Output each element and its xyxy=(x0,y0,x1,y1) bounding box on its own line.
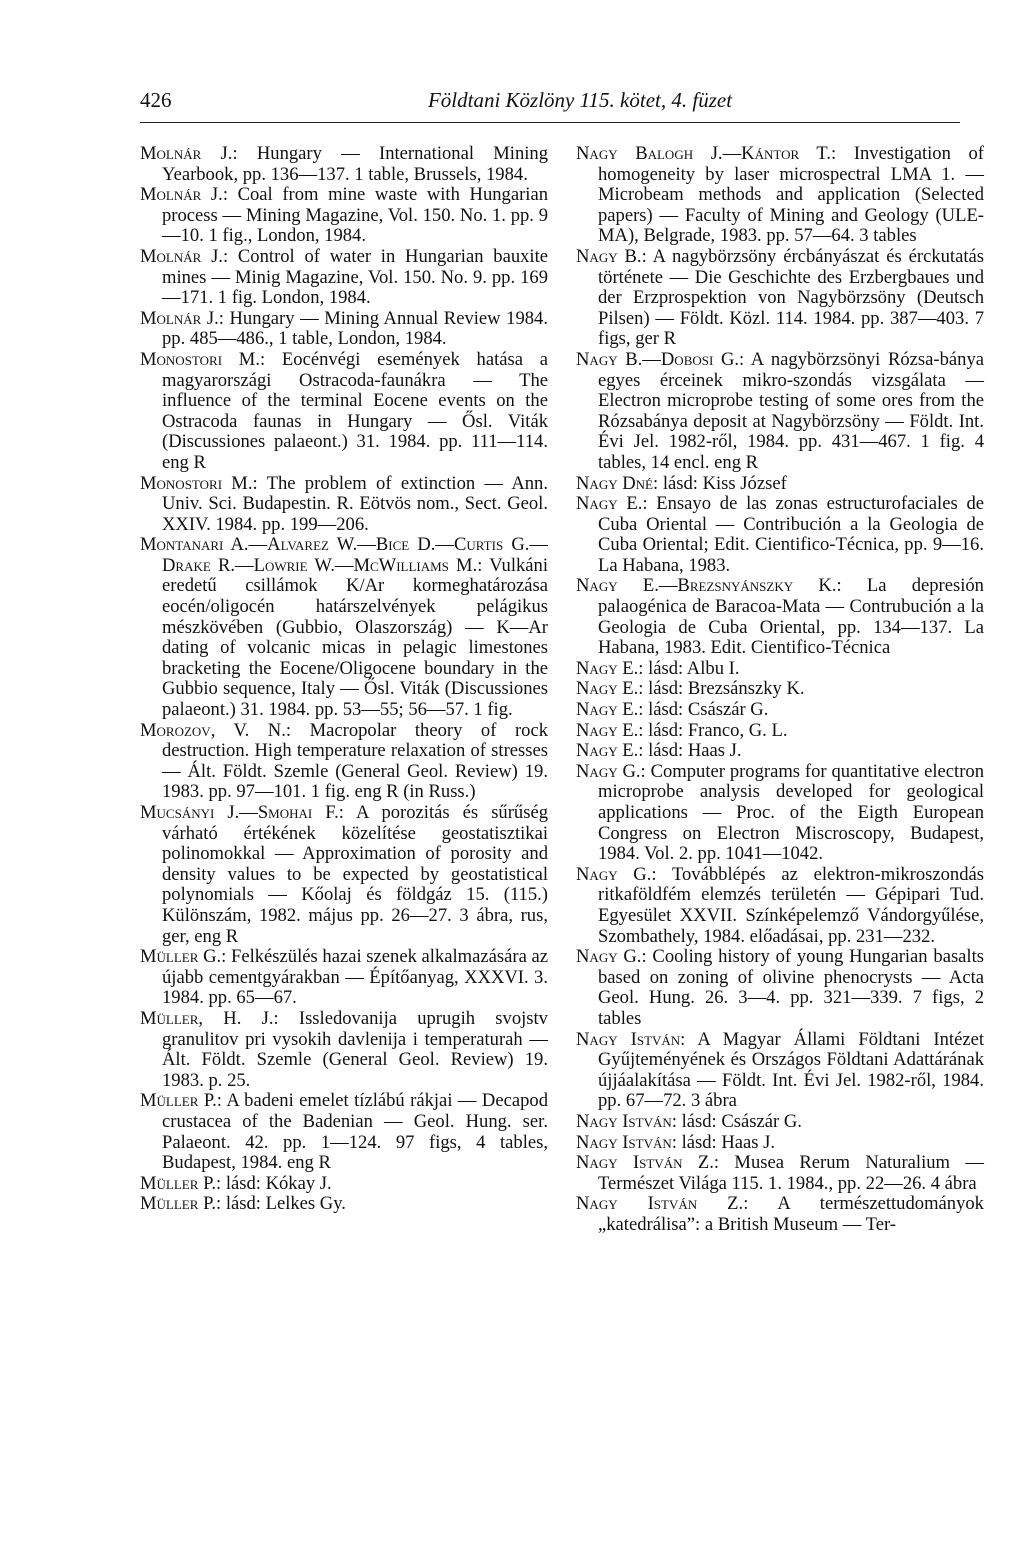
entry-text: : lásd: Franco, G. L. xyxy=(638,719,788,741)
bibliography-entry xyxy=(576,144,984,247)
entry-author: Nagy István xyxy=(576,1028,681,1050)
entry-author: Nagy E. xyxy=(576,493,643,515)
entry-author: Nagy G. xyxy=(576,863,652,885)
entry-text: : lásd: Haas J. xyxy=(638,740,742,762)
entry-text: : lásd: Császár G. xyxy=(638,699,769,721)
bibliography-entry xyxy=(140,309,548,350)
entry-author: Nagy E. xyxy=(576,719,639,741)
bibliography-entry xyxy=(576,1194,984,1235)
entry-author: Nagy G. xyxy=(576,946,642,968)
bibliography-entry xyxy=(576,947,984,1029)
entry-author: Müller P. xyxy=(140,1172,216,1194)
entry-author: Molnár J. xyxy=(140,143,233,164)
entry-text: : Cooling history of young Hungarian basalts based on zoning of olivine phenocrysts — Acta Geol. Hung. 26. 3—4. pp. 321—339. 7 figs, 2 tables xyxy=(598,946,984,1029)
entry-author: Nagy B. xyxy=(576,245,642,267)
entry-author: Nagy G. xyxy=(576,760,641,782)
entry-author: Nagy E. xyxy=(576,657,639,679)
bibliography-entry xyxy=(140,1194,548,1215)
entry-text: : Macropolar theory of rock destruction. High temperature relaxation of stresses — Ált. Földt. Szemle (General Geol. Review) 19. 1983. pp. 97—101. 1 fig. eng R (in Russ.) xyxy=(162,719,548,803)
entry-author: Nagy István Z. xyxy=(576,1152,714,1174)
running-title: Földtani Közlöny 115. kötet, 4. füzet xyxy=(427,88,733,112)
bibliography-entry xyxy=(140,1009,548,1091)
entry-text: : Investigation of homogeneity by laser microspectral LMA 1. — Microbeam methods and application (Selected papers) — Faculty of Mining and Geology (ULE-MA), Belgrade, 1983. pp. 57—64. 3 tables xyxy=(598,143,984,247)
entry-text: : Hungary — International Mining Yearbook, pp. 136—137. 1 table, Brussels, 1984. xyxy=(162,143,549,185)
entry-text: : A nagybörzsönyi Rózsa-bánya egyes érceinek mikro-szondás vizsgálata — Electron microprobe testing of some ores from the Rózsabánya deposit at Nagybörzsöny — Földt. Int. Évi Jel. 1982-ről, 1984. pp. 431—467. 1 fig. 4 tables, 14 encl. eng R xyxy=(598,348,984,473)
bibliography-entry xyxy=(576,1133,984,1154)
right-column xyxy=(576,144,984,1235)
entry-author: Monostori M. xyxy=(140,348,260,370)
entry-text: : Coal from mine waste with Hungarian process — Mining Magazine, Vol. 150. No. 1. pp. 9—10. 1 fig., London, 1984. xyxy=(162,184,548,247)
bibliography-entry xyxy=(140,350,548,474)
entry-text: : Control of water in Hungarian bauxite mines — Minig Magazine, Vol. 150. No. 9. pp. 169—171. 1 fig. London, 1984. xyxy=(162,245,549,309)
entry-author: Nagy István xyxy=(576,1131,672,1153)
entry-text: : lásd: Kókay J. xyxy=(216,1172,332,1194)
bibliography-entry xyxy=(576,350,984,474)
left-column xyxy=(140,144,548,1215)
bibliography-entry xyxy=(576,721,984,742)
entry-author: Nagy B.—Dobosi G. xyxy=(576,348,740,370)
entry-author: Müller G. xyxy=(140,946,222,968)
entry-author: Molnár J. xyxy=(140,245,223,267)
entry-author: Morozov, V. N. xyxy=(140,719,286,741)
entry-text: : Computer programs for quantitative electron microprobe analysis developed for geological applications — Proc. of the Eigth European Congress on Electron Miscroscopy, Budapest, 1984. Vol. 2. pp. 1041—1042. xyxy=(598,760,984,865)
entry-author: Müller P. xyxy=(140,1193,216,1215)
entry-text: : The problem of extinction — Ann. Univ. Sci. Budapestin. R. Eötvös nom., Sect. Geol. XXIV. 1984. pp. 199—206. xyxy=(162,472,548,535)
bibliography-entry xyxy=(140,947,548,1009)
entry-author: Nagy E. xyxy=(576,678,639,700)
bibliography-entry xyxy=(140,803,548,947)
entry-text: : lásd: Brezsánszky K. xyxy=(638,678,805,700)
entry-text: : lásd: Lelkes Gy. xyxy=(216,1193,346,1215)
entry-author: Nagy István xyxy=(576,1110,672,1132)
bibliography-entry xyxy=(576,1030,984,1112)
bibliography-entry xyxy=(140,535,548,720)
entry-author: Nagy István Z. xyxy=(576,1193,744,1215)
entry-text: : A badeni emelet tízlábú rákjai — Decapod crustacea of the Badenian — Geol. Hung. ser. Palaeont. 42. pp. 1—124. 97 figs, 4 tables, Budapest, 1984. eng R xyxy=(162,1090,548,1174)
entry-text: : Ensayo de las zonas estructurofaciales de Cuba Oriental — Contribución a la Geologia de Cuba Oriental; Edit. Cientifico-Técnica, pp. 9—16. La Habana, 1983. xyxy=(598,493,984,576)
bibliography-entry xyxy=(576,474,984,495)
entry-author: Monostori M. xyxy=(140,472,253,494)
bibliography-entry xyxy=(576,1153,984,1194)
entry-author: Nagy Dné xyxy=(576,472,653,494)
entry-text: : Hungary — Mining Annual Review 1984. pp. 485—486., 1 table, London, 1984. xyxy=(162,307,548,350)
entry-author: Müller P. xyxy=(140,1090,217,1112)
entry-text: : Musea Rerum Naturalium — Természet Világa 115. 1. 1984., pp. 22—26. 4 ábra xyxy=(598,1152,984,1194)
entry-text: : La depresión palaogénica de Baracoa-Mata — Contrubución a la Geologia de Cuba Oriental, pp. 134—137. La Habana, 1983. Edit. Cientifico-Técnica xyxy=(598,575,984,659)
bibliography-entry xyxy=(576,700,984,721)
bibliography-entry xyxy=(140,144,548,185)
entry-text: : Eocénvégi események hatása a magyarországi Ostracoda-faunákra — The influence of the terminal Eocene events on the Ostracoda faunas in Hungary — Ősl. Viták (Discussiones palaeont.) 31. 1984. pp. 111—114. eng R xyxy=(162,348,548,473)
bibliography-entry xyxy=(140,721,548,803)
page-header xyxy=(140,78,960,118)
bibliography-entry xyxy=(576,247,984,350)
entry-text: : Továbblépés az elektron-mikroszondás ritkaföldfém elemzés területén — Gépipari Tud. Egyesület XXVII. Színképelemző Vándorgyűlése, Szombathely, 1984. előadásai, pp. 231—232. xyxy=(598,863,984,947)
bibliography-entry xyxy=(576,1112,984,1133)
bibliography-entry xyxy=(576,865,984,947)
entry-author: Nagy E.—Brezsnyánszky K. xyxy=(576,575,837,597)
entry-text: : lásd: Haas J. xyxy=(671,1131,776,1153)
bibliography-entry xyxy=(140,1174,548,1195)
bibliography-entry xyxy=(140,247,548,309)
bibliography-entry xyxy=(576,576,984,658)
entry-text: : A nagybörzsöny ércbányászat és érckutatás története — Die Geschichte des Erzbergbaues und der Erzprospektion von Nagybörzsöny (Deutsch Pilsen) — Földt. Közl. 114. 1984. pp. 387—403. 7 figs, ger R xyxy=(598,245,984,350)
entry-text: : lásd: Kiss József xyxy=(653,472,787,494)
bibliography-entry xyxy=(576,679,984,700)
entry-text: : lásd: Albu I. xyxy=(638,657,740,679)
entry-author: Montanari A.—Alvarez W.—Bice D.—Curtis G.—Drake R.—Lowrie W.—McWilliams M. xyxy=(140,534,548,576)
bibliography-entry xyxy=(140,474,548,536)
entry-text: : Vulkáni eredetű csillámok K/Ar kormeghatározása eocén/oligocén határszelvények pelágikus mészkövében (Gubbio, Olaszország) — K—Ar dating of volcanic micas in pelagic limestones bracketing the Eocene/Oligocene boundary in the Gubbio sequence, Italy — Ősl. Viták (Discussiones palaeont.) 31. 1984. pp. 53—55; 56—57. 1 fig. xyxy=(162,554,549,721)
entry-author: Nagy E. xyxy=(576,699,639,721)
bibliography-entry xyxy=(576,762,984,865)
entry-text: : lásd: Császár G. xyxy=(671,1110,802,1132)
bibliography-entry xyxy=(140,1091,548,1173)
entry-text: : Issledovanija uprugih svojstv granulitov pri vysokih davlenija i temperaturah — Ált. Földt. Szemle (General Geol. Review) 19. 1983. p. 25. xyxy=(162,1007,548,1091)
bibliography-entry xyxy=(576,494,984,576)
entry-text: : A porozitás és sűrűség várható értékének közelítése geostatisztikai polinomokkal — Approximation of porosity and density values to be expected by geostatistical polynomials — Kőolaj és földgáz 15. (115.) Különszám, 1982. május pp. 26—27. 3 ábra, rus, ger, eng R xyxy=(162,802,548,947)
header-rule xyxy=(140,122,960,123)
entry-text: : Felkészülés hazai szenek alkalmazására az újabb cementgyárakban — Építőanyag, XXXVI. 3. 1984. pp. 65—67. xyxy=(162,946,548,1009)
bibliography-entry xyxy=(576,741,984,762)
entry-author: Molnár J. xyxy=(140,307,219,329)
bibliography-entry xyxy=(140,185,548,247)
entry-author: Molnár J. xyxy=(140,184,223,206)
entry-author: Mucsányi J.—Smohai F. xyxy=(140,802,339,823)
entry-author: Müller, H. J. xyxy=(140,1007,274,1029)
entry-text: : A természettudományok „katedrálisa”: a British Museum — Ter- xyxy=(598,1193,984,1235)
page-number: 426 xyxy=(140,88,172,112)
entry-text: : A Magyar Állami Földtani Intézet Gyűjteményének és Országos Földtani Adattárának újjáalakítása — Földt. Int. Évi Jel. 1982-ről, 1984. pp. 67—72. 3 ábra xyxy=(598,1028,984,1112)
bibliography-entry xyxy=(576,659,984,680)
entry-author: Nagy E. xyxy=(576,740,639,762)
entry-author: Nagy Balogh J.—Kántor T. xyxy=(576,143,832,164)
